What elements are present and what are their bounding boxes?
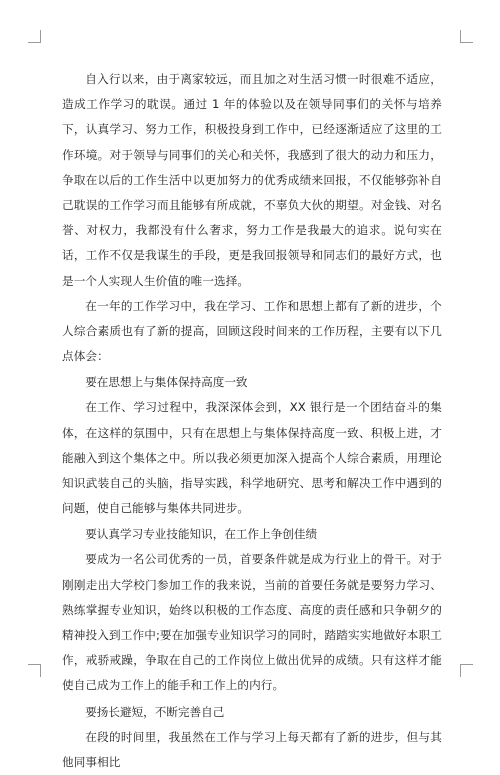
- crop-mark-bottom-left: [28, 664, 41, 677]
- paragraph: 在工作、学习过程中，我深深体会到，XX 银行是一个团结奋斗的集体，在这样的氛围中，只有在思想上与集体保持高度一致、积极上进，才能融入到这个集体之中。所以我必须更加深入提高个人综合素质，用理论知识武装自己的头脑，指导实践，科学地研究、思考和解决工作中遇到的问题，使自己能够与集体共同进步。: [62, 400, 442, 516]
- section-heading: 要扬长避短，不断完善自己: [85, 704, 225, 719]
- paragraph: 在段的时间里，我虽然在工作与学习上每天都有了新的进步，但与其他同事相比: [62, 729, 442, 769]
- crop-mark-bottom-right: [460, 664, 473, 677]
- paragraph: 在一年的工作学习中，我在学习、工作和思想上都有了新的进步，个人综合素质也有了新的提高，回顾这段时间来的工作历程，主要有以下几点体会：: [62, 298, 442, 364]
- paragraph: 要成为一名公司优秀的一员，首要条件就是成为行业上的骨干。对于刚刚走出大学校门参加工作的我来说，当前的首要任务就是要努力学习、熟练掌握专业知识，始终以积极的工作态度、高度的责任感和只争朝夕的精神投入到工作中;要在加强专业知识学习的同时，踏踏实实地做好本职工作，戒骄戒躁，争取在自己的工作岗位上做出优异的成绩。只有这样才能使自己成为工作上的能手和工作上的内行。: [62, 552, 442, 693]
- paragraph: 自入行以来，由于离家较远，而且加之对生活习惯一时很难不适应，造成工作学习的耽误。通过 1 年的体验以及在领导同事们的关怀与培养下，认真学习、努力工作，积极投身到工作中，已经逐渐适应了这里的工作环境。对于领导与同事们的关心和关怀，我感到了很大的动力和压力，争取在以后的工作生活中以更加努力的优秀成绩来回报，不仅能够弥补自己耽误的工作学习而且能够有所成就，不辜负大伙的期望。对金钱、对名誉、对权力，我都没有什么奢求，努力工作是我最大的追求。说句实在话，工作不仅是我谋生的手段，更是我回报领导和同志们的最好方式，也是一个人实现人生价值的唯一选择。: [62, 72, 442, 288]
- document-body: [62, 67, 442, 775]
- crop-mark-top-left: [28, 30, 41, 43]
- crop-mark-top-right: [460, 30, 473, 43]
- section-heading: 要在思想上与集体保持高度一致: [85, 375, 248, 390]
- section-heading: 要认真学习专业技能知识，在工作上争创佳绩: [85, 527, 318, 542]
